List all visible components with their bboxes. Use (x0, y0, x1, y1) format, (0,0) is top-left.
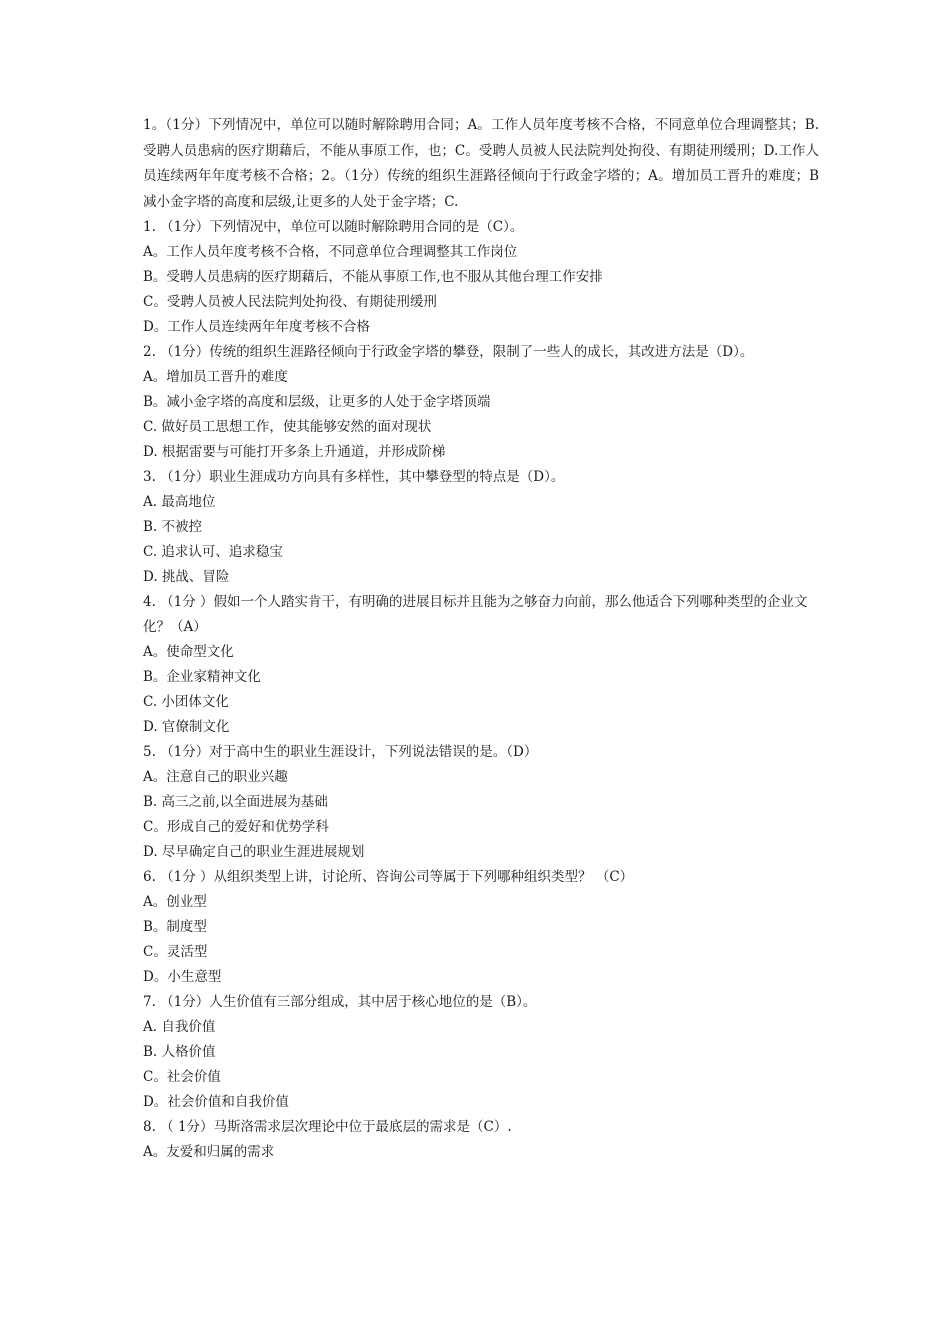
question-option: D. 挑战、冒险 (143, 569, 230, 585)
question-option: A。工作人员年度考核不合格，不同意单位合理调整其工作岗位 (143, 244, 518, 260)
question-option: A。创业型 (143, 894, 207, 910)
question-8 (143, 1115, 819, 1165)
question-option: A。注意自己的职业兴趣 (143, 769, 288, 785)
question-text: 5. （1分）对于高中生的职业生涯设计，下列说法错误的是。（D） (143, 744, 538, 760)
question-text: 2. （1分）传统的组织生涯路径倾向于行政金字塔的攀登，限制了一些人的成长，其改进方法是（D）。 (143, 344, 754, 360)
question-5 (143, 740, 819, 865)
question-option: D。工作人员连续两年年度考核不合格 (143, 319, 370, 335)
question-option: A。使命型文化 (143, 644, 234, 660)
question-option: A。增加员工晋升的难度 (143, 369, 288, 385)
question-option: D. 尽早确定自己的职业生涯进展规划 (143, 844, 365, 860)
question-option: C。社会价值 (143, 1069, 221, 1085)
question-text: 8. （ 1分）马斯洛需求层次理论中位于最底层的需求是（C）. (143, 1119, 512, 1135)
question-option: C. 做好员工思想工作，使其能够安然的面对现状 (143, 419, 432, 435)
question-text: 1. （1分）下列情况中，单位可以随时解除聘用合同的是（C）。 (143, 219, 524, 235)
question-option: B。制度型 (143, 919, 207, 935)
question-option: C. 追求认可、追求稳宝 (143, 544, 283, 560)
question-option: B. 不被控 (143, 519, 203, 535)
question-4 (143, 590, 819, 740)
question-text: 4. （1分 ）假如一个人踏实肯干，有明确的进展目标并且能为之够奋力向前，那么他适合下列哪种类型的企业文化？（A） (143, 594, 808, 635)
question-option: D。小生意型 (143, 969, 222, 985)
question-option: A. 自我价值 (143, 1019, 216, 1035)
question-text: 3. （1分）职业生涯成功方向具有多样性，其中攀登型的特点是（D）。 (143, 469, 565, 485)
question-option: C. 小团体文化 (143, 694, 229, 710)
question-3 (143, 465, 819, 590)
document-page (143, 113, 819, 1165)
question-6 (143, 865, 819, 990)
question-list (143, 215, 819, 1165)
question-option: A. 最高地位 (143, 494, 216, 510)
question-option: C。灵活型 (143, 944, 208, 960)
question-option: B。受聘人员患病的医疗期藉后，不能从事原工作,也不服从其他台理工作安排 (143, 269, 603, 285)
question-option: B。企业家精神文化 (143, 669, 261, 685)
question-text: 6. （1分 ）从组织类型上讲，讨论所、咨询公司等属于下列哪种组织类型？ （C） (143, 869, 634, 885)
question-2 (143, 340, 819, 465)
question-option: D。社会价值和自我价值 (143, 1094, 289, 1110)
question-option: B. 高三之前,以全面进展为基础 (143, 794, 328, 810)
question-option: B. 人格价值 (143, 1044, 216, 1060)
question-option: C。受聘人员被人民法院判处拘役、有期徒刑缓刑 (143, 294, 437, 310)
question-1 (143, 215, 819, 340)
question-option: D. 官僚制文化 (143, 719, 230, 735)
question-option: D. 根据雷要与可能打开多条上升通道，并形成阶梯 (143, 444, 446, 460)
intro-paragraph: 1。（1分）下列情况中，单位可以随时解除聘用合同；A。工作人员年度考核不合格，不同意单位合理调整其；B.受聘人员患病的医疗期藉后，不能从事原工作，也；C。受聘人员被人民法院判处拘役、有期徒刑缓刑；D.工作人员连续两年年度考核不合格；2。（1分）传统的组织生涯路径倾向于行政金字塔的；A。增加员工晋升的难度；B减小金字塔的高度和层级,让更多的人处于金字塔；C. (143, 117, 819, 210)
question-option: B。减小金字塔的高度和层级，让更多的人处于金字塔顶端 (143, 394, 491, 410)
question-option: A。友爱和归属的需求 (143, 1144, 275, 1160)
question-text: 7. （1分）人生价值有三部分组成，其中居于核心地位的是（B）。 (143, 994, 537, 1010)
question-7 (143, 990, 819, 1115)
question-option: C。形成自己的爱好和优势学科 (143, 819, 329, 835)
